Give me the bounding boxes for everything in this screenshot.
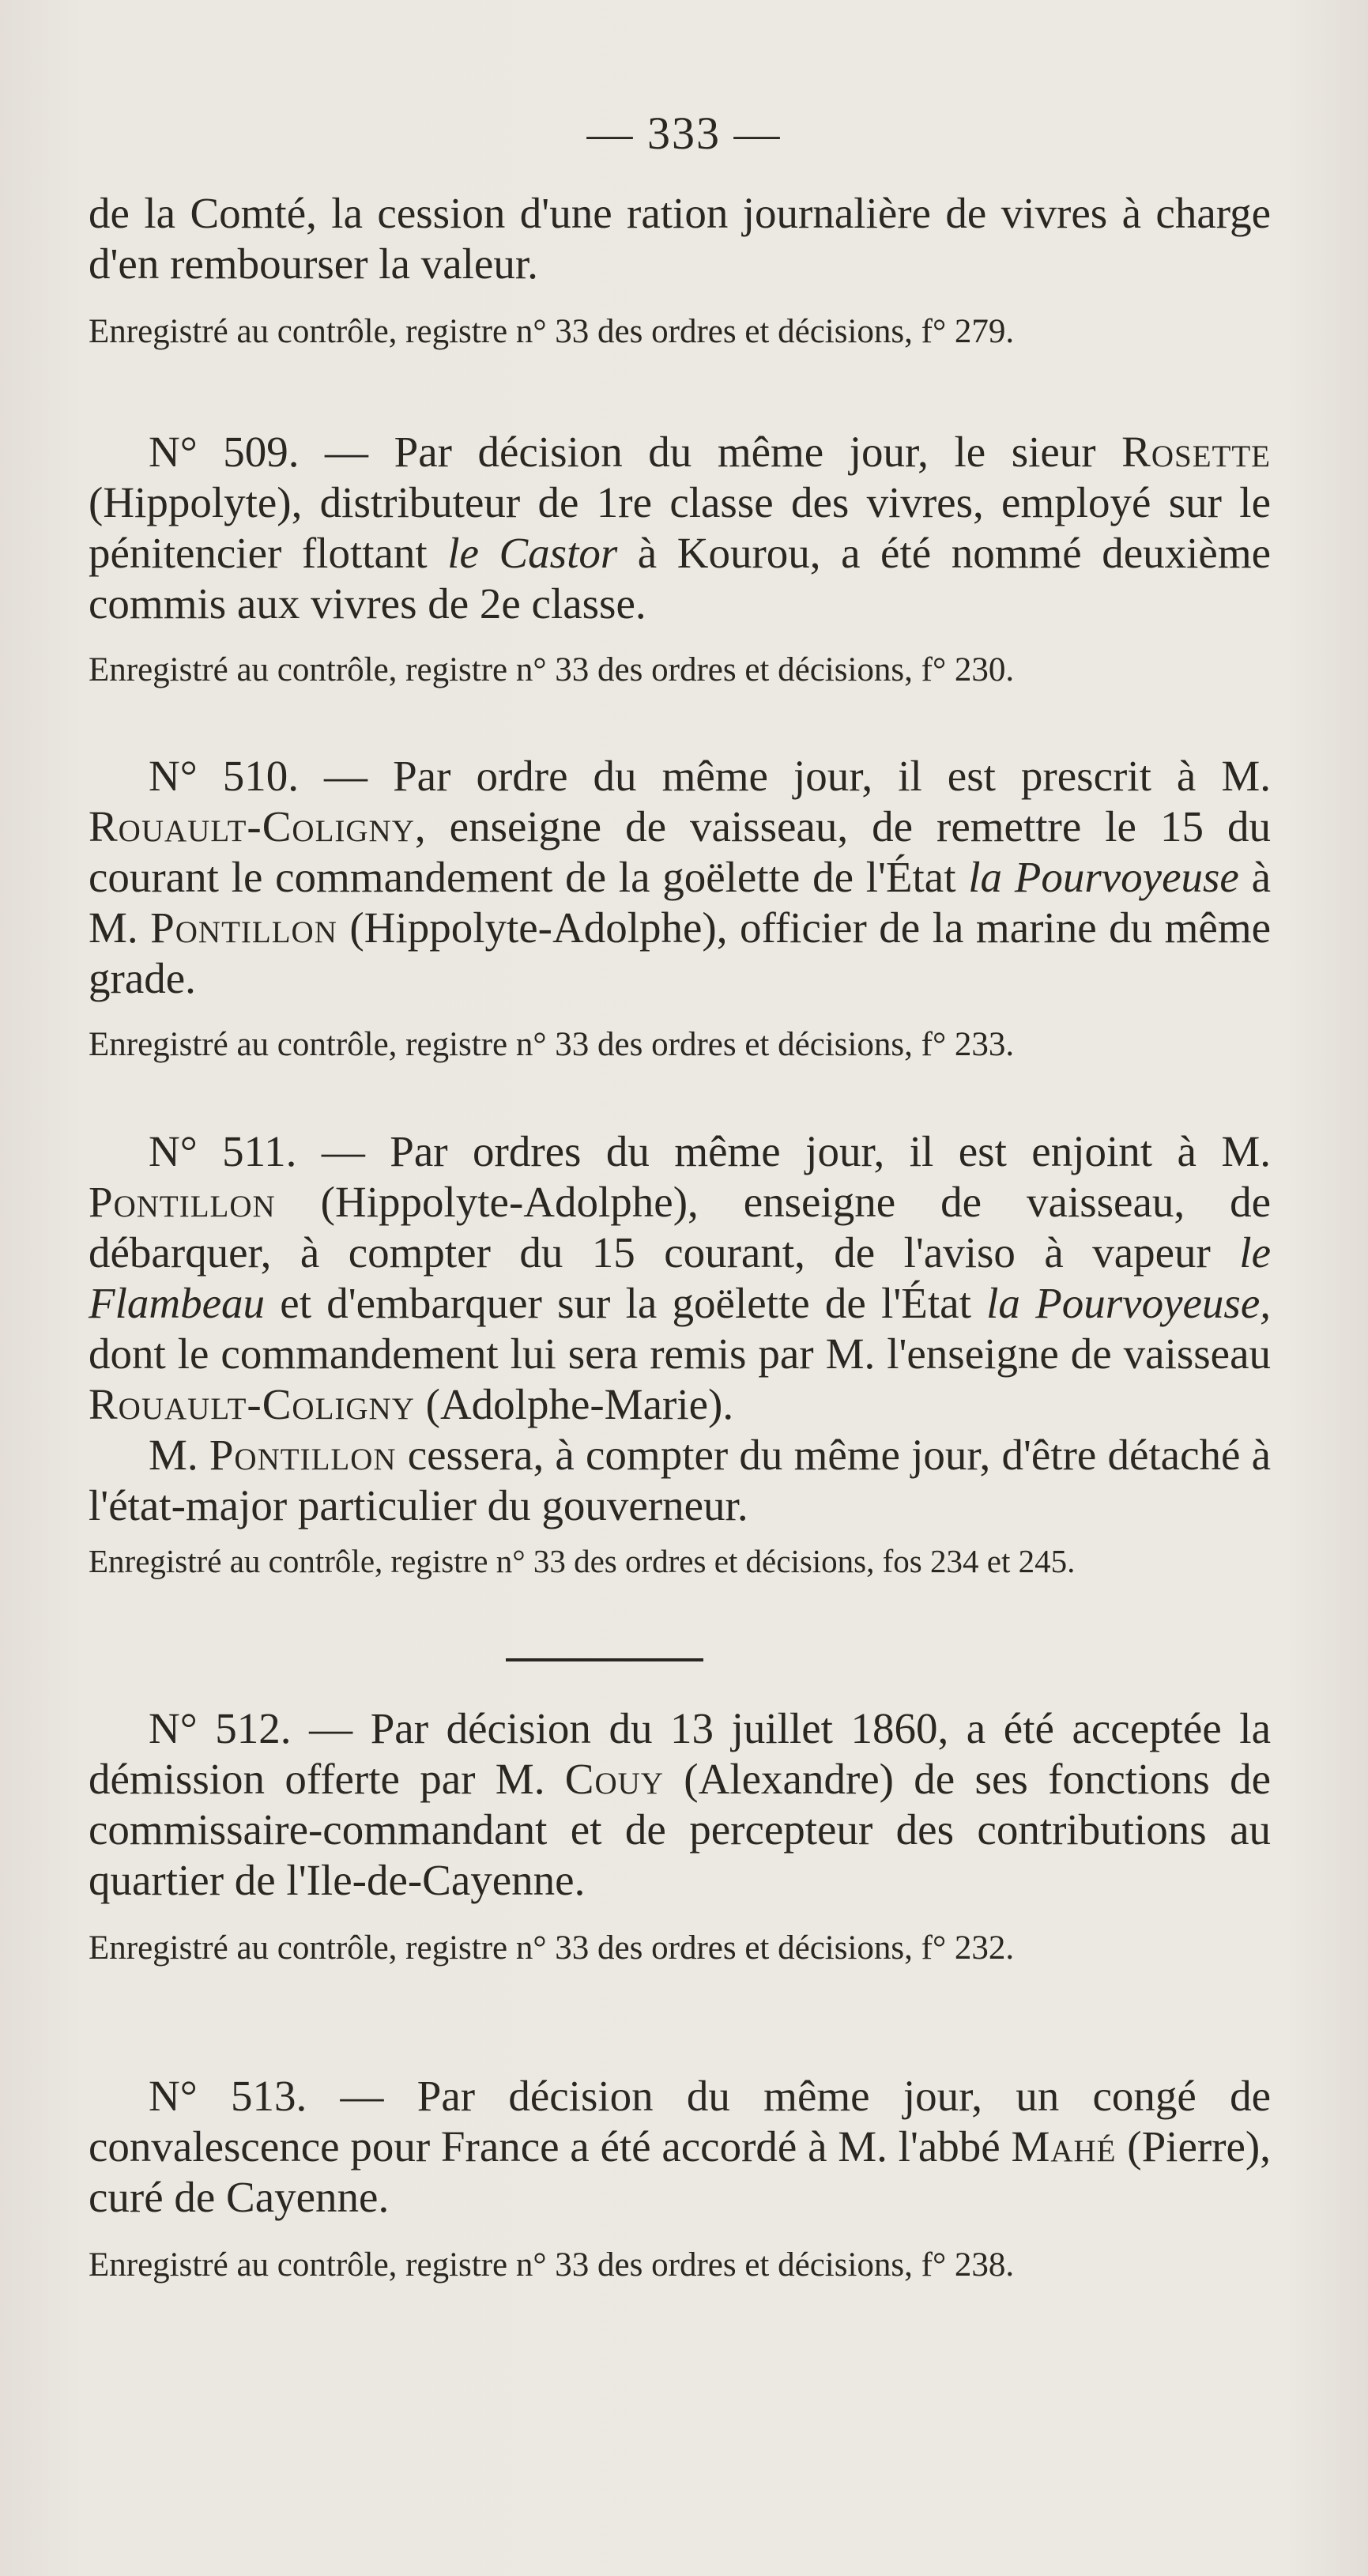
ship-name: le Flambeau	[89, 1228, 1271, 1327]
ship-name: la Pourvoyeuse,	[986, 1279, 1271, 1327]
entry-number: N° 512.	[149, 1704, 292, 1752]
entry-text: N° 510. — Par ordre du même jour, il est prescrit à M. Rouault-Coligny, enseigne de vaisseau, de remettre le 15 du courant le commandement de la goëlette de l'État la Pourvoyeuse à M. Pontillon (Hippolyte-Adolphe), officier de la marine du même grade.	[89, 752, 1272, 1002]
section-divider	[506, 1658, 703, 1661]
register-note: Enregistré au contrôle, registre n° 33 des ordres et décisions, f° 279.	[89, 313, 1015, 350]
continuation-text: de la Comté, la cession d'une ration journalière de vivres à charge d'en rembourser la valeur.	[89, 189, 1271, 288]
entry-510	[89, 751, 1271, 1067]
register-note: Enregistré au contrôle, registre n° 33 des ordres et décisions, f° 232.	[89, 1929, 1015, 1967]
person-name: Mahé	[1011, 2122, 1117, 2171]
page-number: — 333 —	[586, 107, 782, 159]
entry-511	[89, 1126, 1271, 1583]
entry-number: N° 513.	[149, 2072, 307, 2120]
ship-name: la Pourvoyeuse	[968, 853, 1239, 901]
entry-number: N° 511.	[149, 1127, 297, 1175]
entry-text: N° 512. — Par décision du 13 juillet 1860, a été acceptée la démission offerte par M. Couy (Alexandre) de ses fonctions de commissaire-commandant et de percepteur des contributions au quartier de l'Ile-de-Cayenne.	[89, 1704, 1272, 1904]
person-name: Couy	[564, 1755, 664, 1803]
continuation-block	[89, 188, 1271, 354]
register-note: Enregistré au contrôle, registre n° 33 des ordres et décisions, f° 230.	[89, 651, 1015, 688]
entry-text-2: M. Pontillon cessera, à compter du même jour, d'être détaché à l'état-major particulier du gouverneur.	[89, 1431, 1272, 1529]
ship-name: le Castor	[447, 529, 618, 577]
person-name: Pontillon	[150, 903, 337, 952]
person-name: Rosette	[1121, 428, 1271, 476]
entry-number: N° 509.	[149, 428, 300, 476]
entry-513	[89, 2071, 1271, 2287]
entry-text: N° 511. — Par ordres du même jour, il est enjoint à M. Pontillon (Hippolyte-Adolphe), enseigne de vaisseau, de débarquer, à compter du 15 courant, de l'aviso à vapeur le Flambeau et d'embarquer sur la goëlette de l'État la Pourvoyeuse, dont le commandement lui sera remis par M. l'enseigne de vaisseau Rouault-Coligny (Adolphe-Marie).	[89, 1127, 1271, 1428]
entry-509	[89, 427, 1271, 692]
person-name: Rouault-Coligny	[89, 802, 415, 850]
person-name: Pontillon	[209, 1431, 397, 1479]
register-note: Enregistré au contrôle, registre n° 33 des ordres et décisions, f° 238.	[89, 2246, 1015, 2284]
entry-512	[89, 1703, 1271, 1971]
person-name: Rouault-Coligny	[89, 1380, 415, 1428]
register-note: Enregistré au contrôle, registre n° 33 des ordres et décisions, f° 233.	[89, 1026, 1015, 1063]
register-note: Enregistré au contrôle, registre n° 33 des ordres et décisions, fos 234 et 245.	[89, 1543, 1076, 1579]
entry-text: N° 513. — Par décision du même jour, un congé de convalescence pour France a été accordé à M. l'abbé Mahé (Pierre), curé de Cayenne.	[89, 2072, 1271, 2221]
person-name: Pontillon	[89, 1178, 276, 1226]
entry-text: N° 509. — Par décision du même jour, le sieur Rosette (Hippolyte), distributeur de 1re classe des vivres, employé sur le pénitencier flottant le Castor à Kourou, a été nommé deuxième commis aux vivres de 2e classe.	[89, 428, 1272, 628]
entry-number: N° 510.	[149, 752, 300, 800]
